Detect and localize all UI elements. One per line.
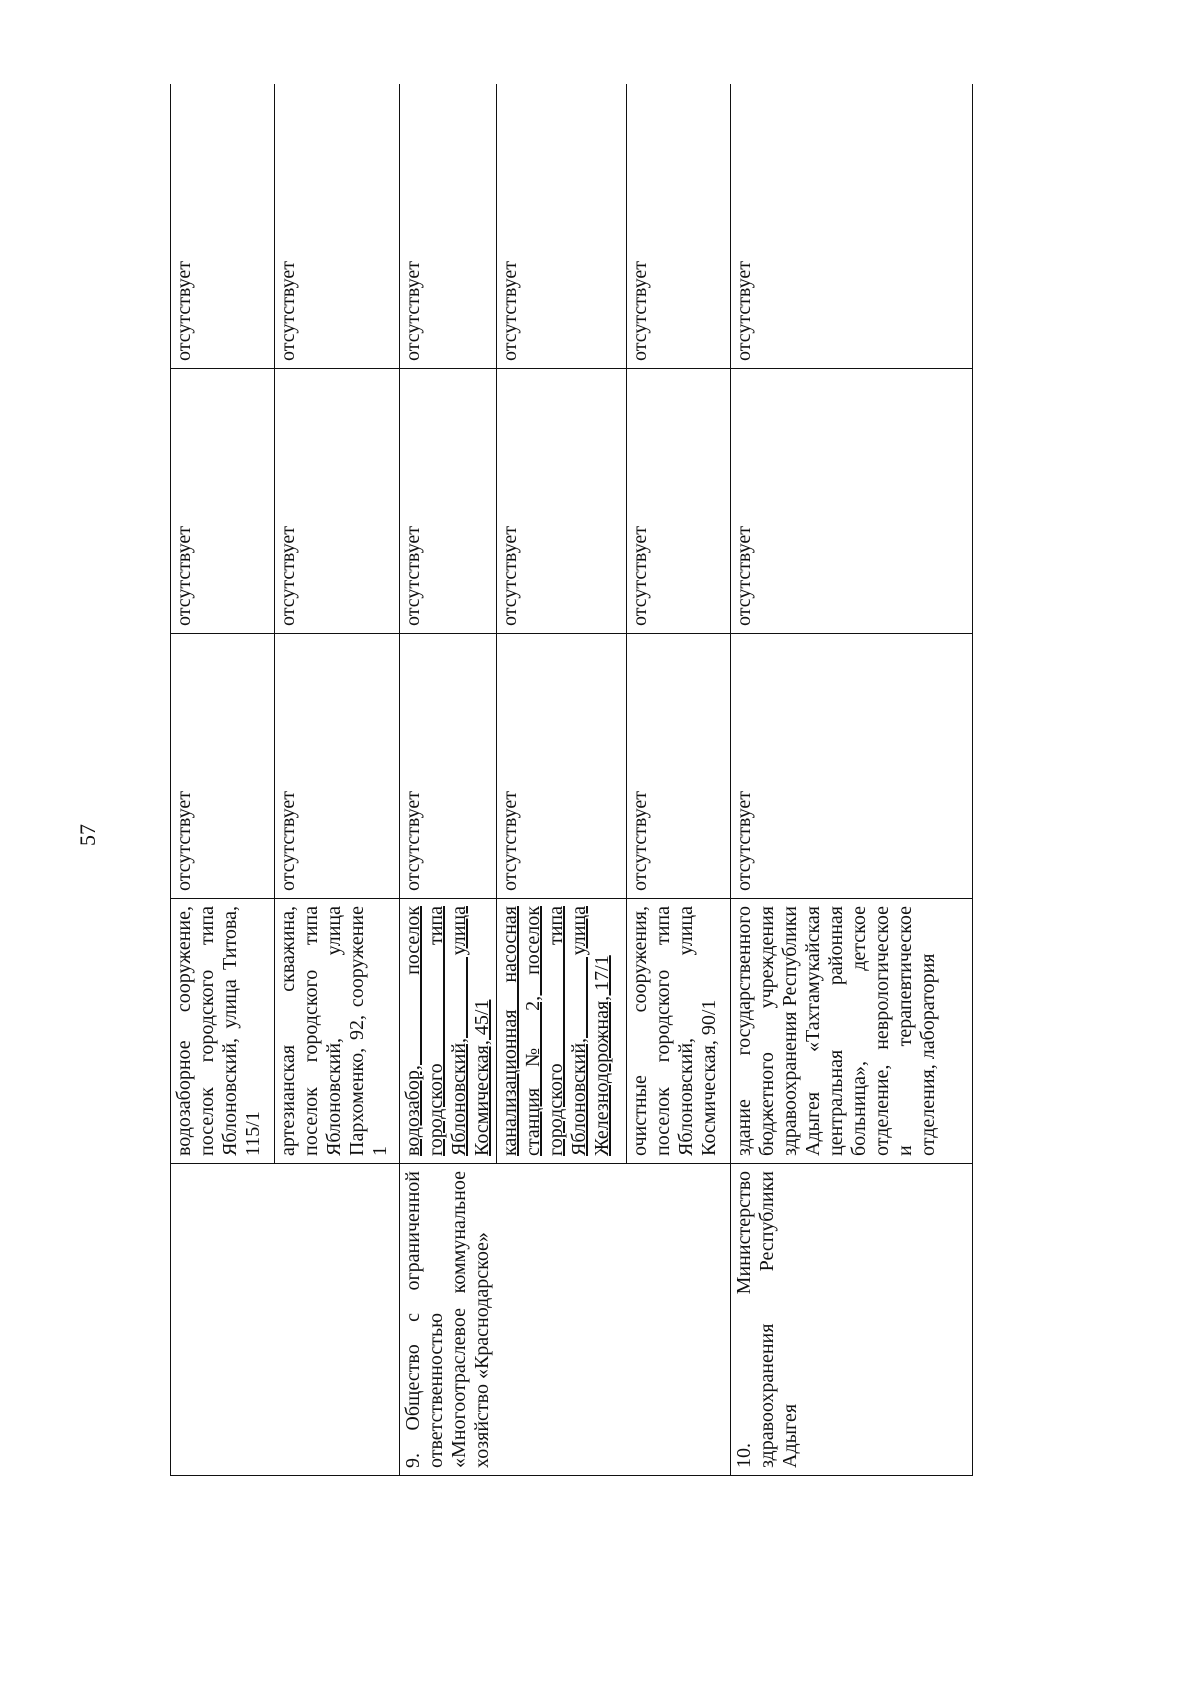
table-row [731, 84, 973, 1476]
owner-cell: 10. Министерство здравоохранения Республики Адыгея [731, 1164, 973, 1476]
value-cell: отсутствует [731, 84, 973, 369]
value-cell: отсутствует [275, 634, 400, 899]
object-cell: водозаборное сооружение, поселок городского типа Яблоновский, улица Титова, 115/1 [171, 899, 275, 1164]
object-cell: водозабор, поселок городского типа Яблоновский, улица Космическая, 45/1 [400, 899, 497, 1164]
value-cell: отсутствует [627, 84, 731, 369]
value-cell: отсутствует [497, 369, 627, 634]
owner-cell: 9. Общество с ограниченной ответственностью «Многоотраслевое коммунальное хозяйство «Краснодарское» [400, 1164, 731, 1476]
value-cell: отсутствует [171, 634, 275, 899]
value-cell: отсутствует [731, 369, 973, 634]
value-cell: отсутствует [275, 369, 400, 634]
value-cell: отсутствует [400, 634, 497, 899]
value-cell: отсутствует [275, 84, 400, 369]
value-cell: отсутствует [627, 369, 731, 634]
object-cell: здание государственного бюджетного учреждения здравоохранения Республики Адыгея «Тахтамукайская центральная районная больница», детское отделение, неврологическое и терапевтическое отделения, лаборатория [731, 899, 973, 1164]
value-cell: отсутствует [171, 369, 275, 634]
value-cell: отсутствует [497, 84, 627, 369]
table-row [400, 84, 497, 1476]
rotated-table-frame [170, 84, 1018, 1476]
object-cell: артезианская скважина, поселок городского типа Яблоновский, улица Пархоменко, 92, сооружение 1 [275, 899, 400, 1164]
value-cell: отсутствует [400, 369, 497, 634]
value-cell: отсутствует [627, 634, 731, 899]
object-cell: очистные сооружения, поселок городского типа Яблоновский, улица Космическая, 90/1 [627, 899, 731, 1164]
owner-cell [171, 1164, 400, 1476]
facilities-table [170, 84, 973, 1476]
object-cell: канализационная насосная станция № 2, поселок городского типа Яблоновский, улица Железнодорожная, 17/1 [497, 899, 627, 1164]
page-number: 57 [75, 824, 100, 846]
value-cell: отсутствует [731, 634, 973, 899]
value-cell: отсутствует [171, 84, 275, 369]
value-cell: отсутствует [400, 84, 497, 369]
table-row [171, 84, 275, 1476]
value-cell: отсутствует [497, 634, 627, 899]
